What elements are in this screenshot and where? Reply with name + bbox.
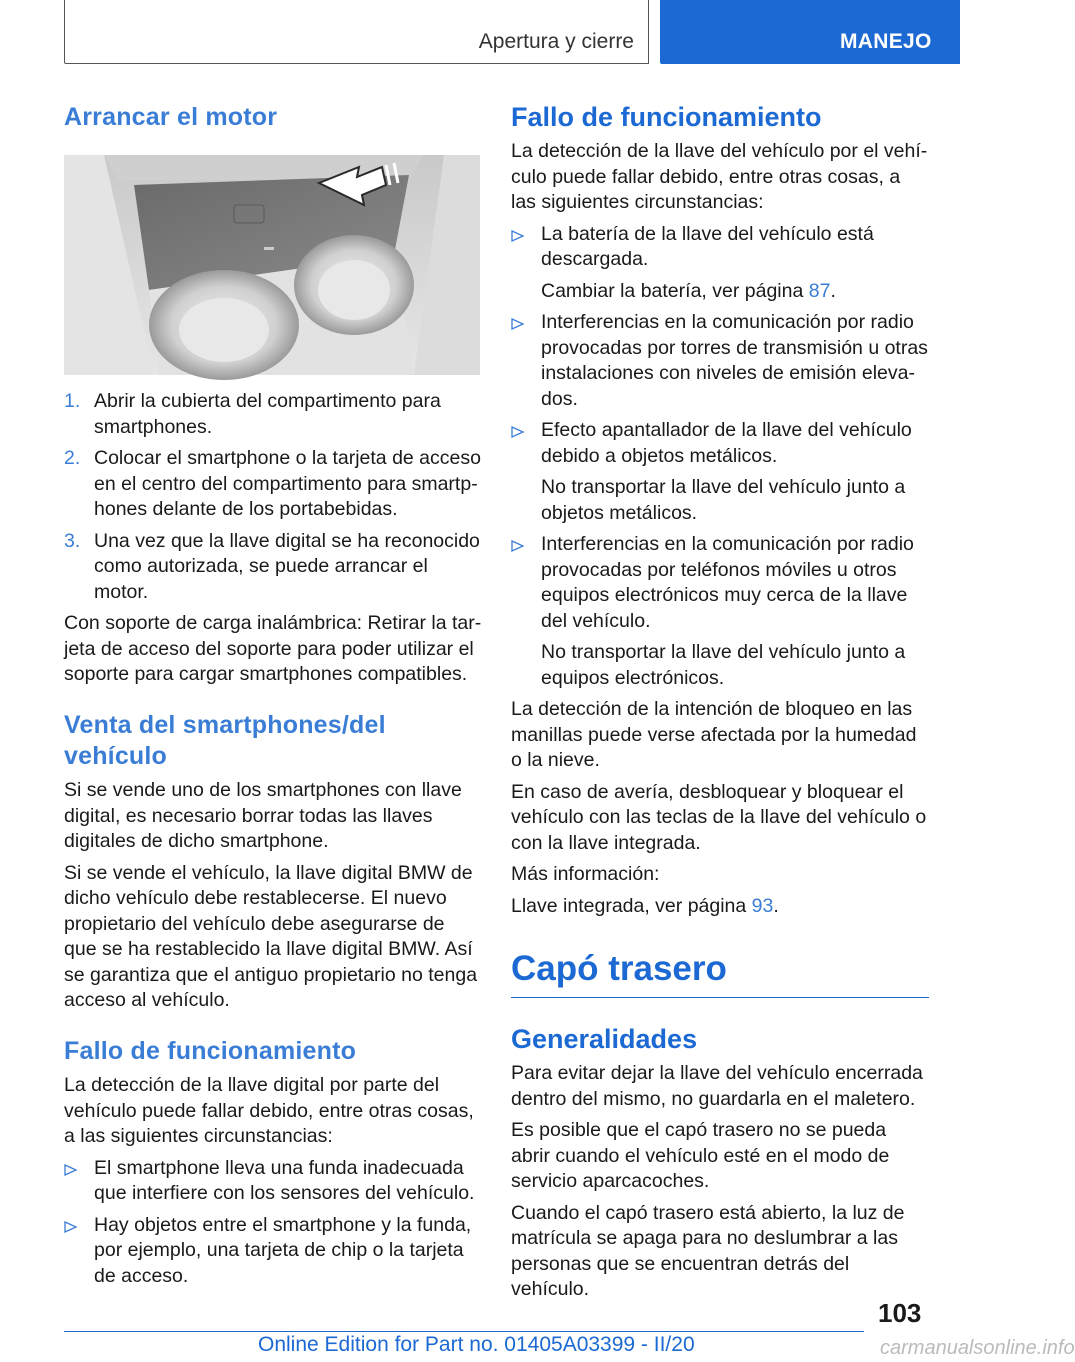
- text-suffix: .: [773, 894, 779, 917]
- bullet-text: El smartphone lleva una funda inadecuada que interfiere con los sensores del vehículo.: [94, 1156, 475, 1204]
- triangle-bullet-icon: [64, 1164, 77, 1176]
- step-number: 3.: [64, 529, 81, 552]
- left-column: [64, 100, 482, 1295]
- page-number: 103: [878, 1298, 922, 1328]
- paragraph-fallo-intro: La detección de la llave del vehículo por el vehículo puede fallar debido, entre otras cosas, a las siguientes circunstancias:: [511, 140, 928, 213]
- list-item: [511, 532, 929, 691]
- paragraph-averia: En caso de avería, desbloquear y bloquear el vehículo con las teclas de la llave del vehículo o con la llave integrada.: [511, 780, 927, 854]
- bullet-text: Hay objetos entre el smartphone y la funda, por ejemplo, una tarjeta de chip o la tarjeta de acceso.: [94, 1213, 472, 1287]
- right-column: [511, 100, 929, 1309]
- paragraph-bloqueo: La detección de la intención de bloqueo en las manillas puede verse afectada por la humedad o la nieve.: [511, 698, 917, 771]
- triangle-bullet-icon: [511, 540, 524, 552]
- paragraph-carga: Con soporte de carga inalámbrica: Retirar la tarjeta de acceso del soporte para poder utilizar el soporte para cargar smartphones compatibles.: [64, 612, 482, 686]
- heading-arrancar-motor: Arrancar el motor: [64, 103, 278, 131]
- start-steps-list: [64, 389, 482, 605]
- step-text: Abrir la cubierta del compartimento para smartphones.: [94, 390, 441, 438]
- subtext-suffix: .: [830, 279, 836, 302]
- bullet-text: Interferencias en la comunicación por radio provocadas por torres de transmisión u otras instalaciones con niveles de emisión elevados.: [541, 311, 928, 410]
- list-item: [511, 418, 929, 526]
- triangle-bullet-icon: [64, 1221, 77, 1233]
- list-item: [64, 1156, 482, 1207]
- paragraph-fallo-left: La detección de la llave digital por parte del vehículo puede fallar debido, entre otras cosas, a las siguientes circunstancias:: [64, 1074, 474, 1147]
- fallo-right-bullets: [511, 222, 929, 692]
- list-item: [511, 310, 929, 412]
- heading-fallo-left: Fallo de funcionamiento: [64, 1036, 357, 1065]
- step-number: 2.: [64, 447, 81, 470]
- bullet-subtext: [541, 279, 929, 305]
- triangle-bullet-icon: [511, 426, 524, 438]
- triangle-bullet-icon: [511, 318, 524, 330]
- bullet-text: Interferencias en la comunicación por radio provocadas por teléfonos móviles u otros equipos electrónicos muy cerca de la llave del vehículo.: [541, 533, 914, 632]
- paragraph-venta-1: Si se vende uno de los smartphones con llave digital, es necesario borrar todas las llaves digitales de dicho smartphone.: [64, 779, 462, 853]
- header-chapter-title: MANEJO: [840, 30, 932, 53]
- heading-fallo-right: Fallo de funcionamiento: [511, 102, 822, 132]
- heading-capo-trasero: Capó trasero: [511, 949, 929, 998]
- heading-generalidades: Generalidades: [511, 1024, 698, 1054]
- list-item: [64, 529, 482, 606]
- bullet-text: La batería de la llave del vehículo está descargada.: [541, 222, 874, 270]
- list-item: [64, 389, 482, 440]
- heading-venta: Venta del smartphones/del vehículo: [64, 710, 386, 770]
- page-link-93[interactable]: 93: [751, 894, 774, 917]
- header-section-title: Apertura y cierre: [478, 30, 634, 53]
- text-prefix: Llave integrada, ver página: [511, 894, 752, 917]
- bullet-subtext: No transportar la llave del vehículo junto a objetos metálicos.: [541, 476, 906, 524]
- fallo-left-bullets: [64, 1156, 482, 1290]
- triangle-bullet-icon: [511, 230, 524, 242]
- header-chapter-tab: [660, 0, 960, 64]
- subtext-prefix: Cambiar la batería, ver página: [541, 279, 809, 302]
- step-text: Una vez que la llave digital se ha reconocido como autorizada, se puede arrancar el motor.: [94, 529, 480, 603]
- bullet-subtext: No transportar la llave del vehículo junto a equipos electrónicos.: [541, 641, 906, 689]
- paragraph-mas-info: Más información:: [511, 863, 660, 885]
- paragraph-venta-2: Si se vende el vehículo, la llave digital BMW de dicho vehículo debe restablecerse. El nuevo propietario del vehículo debe asegurarse de que se ha restablecido la llave digital BMW. Así se garantiza que el antiguo propietario no tenga acceso al vehículo.: [64, 861, 478, 1012]
- paragraph-general-2: Es posible que el capó trasero no se pueda abrir cuando el vehículo esté en el modo de servicio aparcacoches.: [511, 1119, 890, 1192]
- step-number: 1.: [64, 390, 81, 413]
- paragraph-llave-integrada: [511, 894, 929, 920]
- footer-edition: Online Edition for Part no. 01405A03399 - II/20: [258, 1333, 695, 1356]
- list-item: [64, 1213, 482, 1290]
- page-link-87[interactable]: 87: [808, 279, 831, 302]
- smartphone-compartment-figure: [64, 155, 480, 375]
- list-item: [511, 222, 929, 305]
- paragraph-general-1: Para evitar dejar la llave del vehículo encerrada dentro del mismo, no guardarla en el maletero.: [511, 1062, 923, 1110]
- list-item: [64, 446, 482, 523]
- paragraph-general-3: Cuando el capó trasero está abierto, la luz de matrícula se apaga para no deslumbrar a las personas que se encuentran detrás del vehículo.: [511, 1201, 905, 1300]
- watermark-logo: carmanualsonline.info: [880, 1337, 1075, 1359]
- footer-divider: [64, 1331, 864, 1332]
- step-text: Colocar el smartphone o la tarjeta de acceso en el centro del compartimento para smartphones delante de los portabebidas.: [94, 447, 481, 521]
- header-section-box: [64, 0, 649, 64]
- bullet-text: Efecto apantallador de la llave del vehículo debido a objetos metálicos.: [541, 419, 912, 467]
